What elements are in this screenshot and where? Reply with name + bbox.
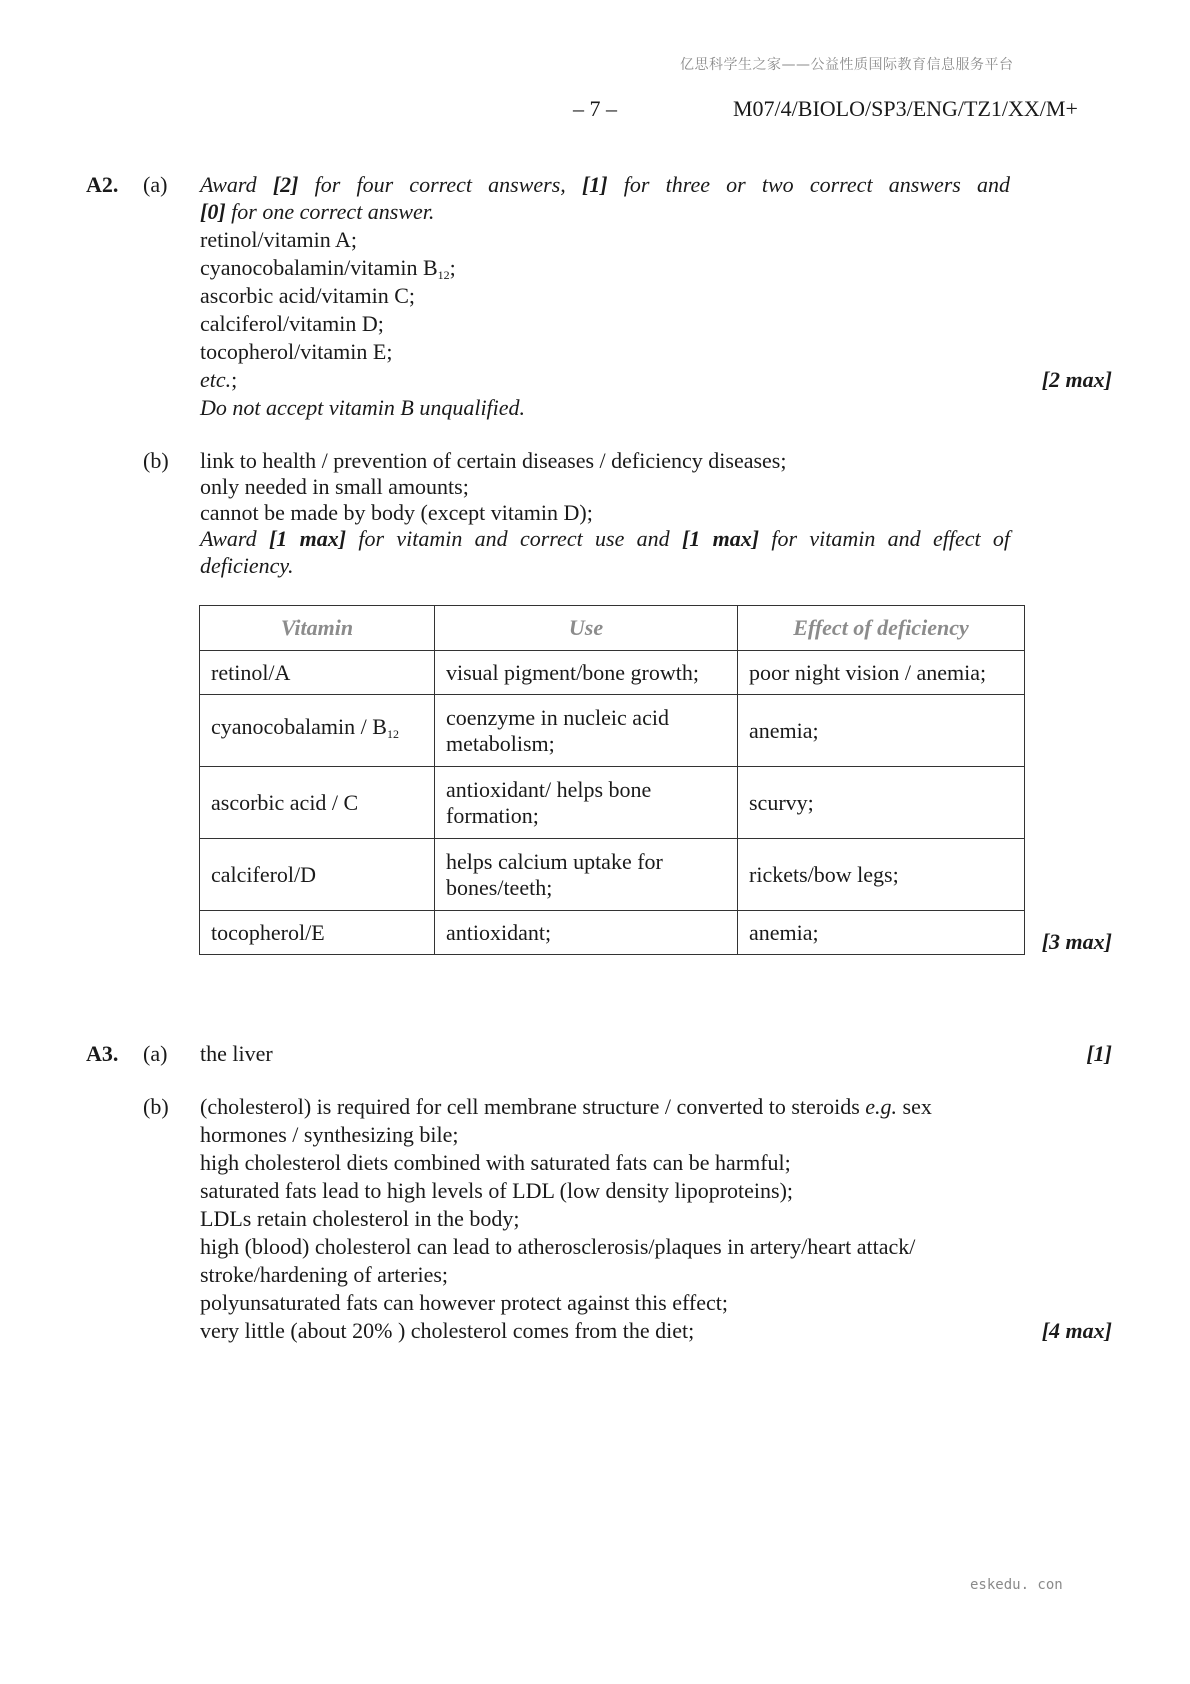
table-cell-use: antioxidant; [435, 911, 738, 955]
vitamin-table [199, 605, 1025, 955]
table-row [200, 839, 1025, 911]
table-cell-effect: anemia; [738, 911, 1025, 955]
a2a-answer-1: retinol/vitamin A; [200, 227, 358, 252]
a3b-line-4: saturated fats lead to high levels of LDL (low density lipoproteins); [200, 1178, 794, 1203]
a2b-line-2: only needed in small amounts; [200, 474, 469, 499]
a2a-answer-2: cyanocobalamin/vitamin $B_{12}$; [200, 255, 456, 282]
table-header-row [200, 606, 1025, 651]
a3b-line-6: high (blood) cholesterol can lead to atherosclerosis/plaques in artery/heart attack/ [200, 1234, 916, 1259]
part-label-a3b: (b) [143, 1094, 169, 1119]
a2a-instruction-line2: [0] for one correct answer. [200, 199, 435, 224]
table-cell-vitamin: retinol/A [200, 651, 435, 695]
table-cell-effect: poor night vision / anemia; [738, 651, 1025, 695]
table-row [200, 911, 1025, 955]
a3b-line-5: LDLs retain cholesterol in the body; [200, 1206, 520, 1231]
table-cell-effect: rickets/bow legs; [738, 839, 1025, 911]
table-cell-vitamin: tocopherol/E [200, 911, 435, 955]
a2b-line-1: link to health / prevention of certain diseases / deficiency diseases; [200, 448, 787, 473]
table-cell-use: helps calcium uptake for bones/teeth; [435, 839, 738, 911]
a2b-line-3: cannot be made by body (except vitamin D); [200, 500, 593, 525]
question-number-a2: A2. [86, 172, 119, 197]
table-cell-effect: anemia; [738, 695, 1025, 767]
table-cell-use: antioxidant/ helps bone formation; [435, 767, 738, 839]
document-code: M07/4/BIOLO/SP3/ENG/TZ1/XX/M+ [733, 96, 1078, 121]
a3b-line-3: high cholesterol diets combined with saturated fats can be harmful; [200, 1150, 791, 1175]
a2a-instruction-line1: Award [2] for four correct answers, [1] for three or two correct answers and [200, 172, 1010, 197]
header-watermark: 亿思科学生之家——公益性质国际教育信息服务平台 [680, 57, 1014, 73]
a3b-line-1: (cholesterol) is required for cell membrane structure / converted to steroids e.g. sex [200, 1094, 932, 1119]
table-cell-use: coenzyme in nucleic acid metabolism; [435, 695, 738, 767]
table-cell-use: visual pigment/bone growth; [435, 651, 738, 695]
a2b-award-line2: deficiency. [200, 553, 294, 578]
page-number: – 7 – [573, 96, 617, 121]
a3b-line-9: very little (about 20% ) cholesterol comes from the diet; [200, 1318, 695, 1343]
part-label-a2a: (a) [143, 172, 168, 197]
a2a-answer-4: calciferol/vitamin D; [200, 311, 384, 336]
table-header-vitamin: Vitamin [200, 606, 435, 651]
table-cell-vitamin: cyanocobalamin / $B_{12}$ [200, 695, 435, 767]
a2b-mark: [3 max] [1041, 929, 1112, 954]
footer-watermark: eskedu. con [970, 1577, 1063, 1593]
table-cell-effect: scurvy; [738, 767, 1025, 839]
table-row [200, 767, 1025, 839]
a3b-mark: [4 max] [1041, 1318, 1112, 1343]
table-cell-vitamin: ascorbic acid / C [200, 767, 435, 839]
part-label-a2b: (b) [143, 448, 169, 473]
a2a-mark: [2 max] [1041, 367, 1112, 392]
a3b-line-7: stroke/hardening of arteries; [200, 1262, 449, 1287]
part-label-a3a: (a) [143, 1041, 168, 1066]
a2b-award-line1: Award [1 max] for vitamin and correct use and [1 max] for vitamin and effect of [200, 526, 1011, 551]
a2a-answer-5: tocopherol/vitamin E; [200, 339, 393, 364]
table-header-effect: Effect of deficiency [738, 606, 1025, 651]
table-cell-vitamin: calciferol/D [200, 839, 435, 911]
a3a-mark: [1] [1086, 1041, 1112, 1066]
table-row [200, 651, 1025, 695]
a2a-etc: etc.; [200, 367, 238, 392]
table-header-use: Use [435, 606, 738, 651]
table-row [200, 695, 1025, 767]
a3b-line-8: polyunsaturated fats can however protect against this effect; [200, 1290, 729, 1315]
question-number-a3: A3. [86, 1041, 119, 1066]
a2a-note: Do not accept vitamin B unqualified. [200, 395, 526, 420]
a2a-answer-3: ascorbic acid/vitamin C; [200, 283, 416, 308]
a3b-line-2: hormones / synthesizing bile; [200, 1122, 459, 1147]
a3a-answer: the liver [200, 1041, 273, 1066]
